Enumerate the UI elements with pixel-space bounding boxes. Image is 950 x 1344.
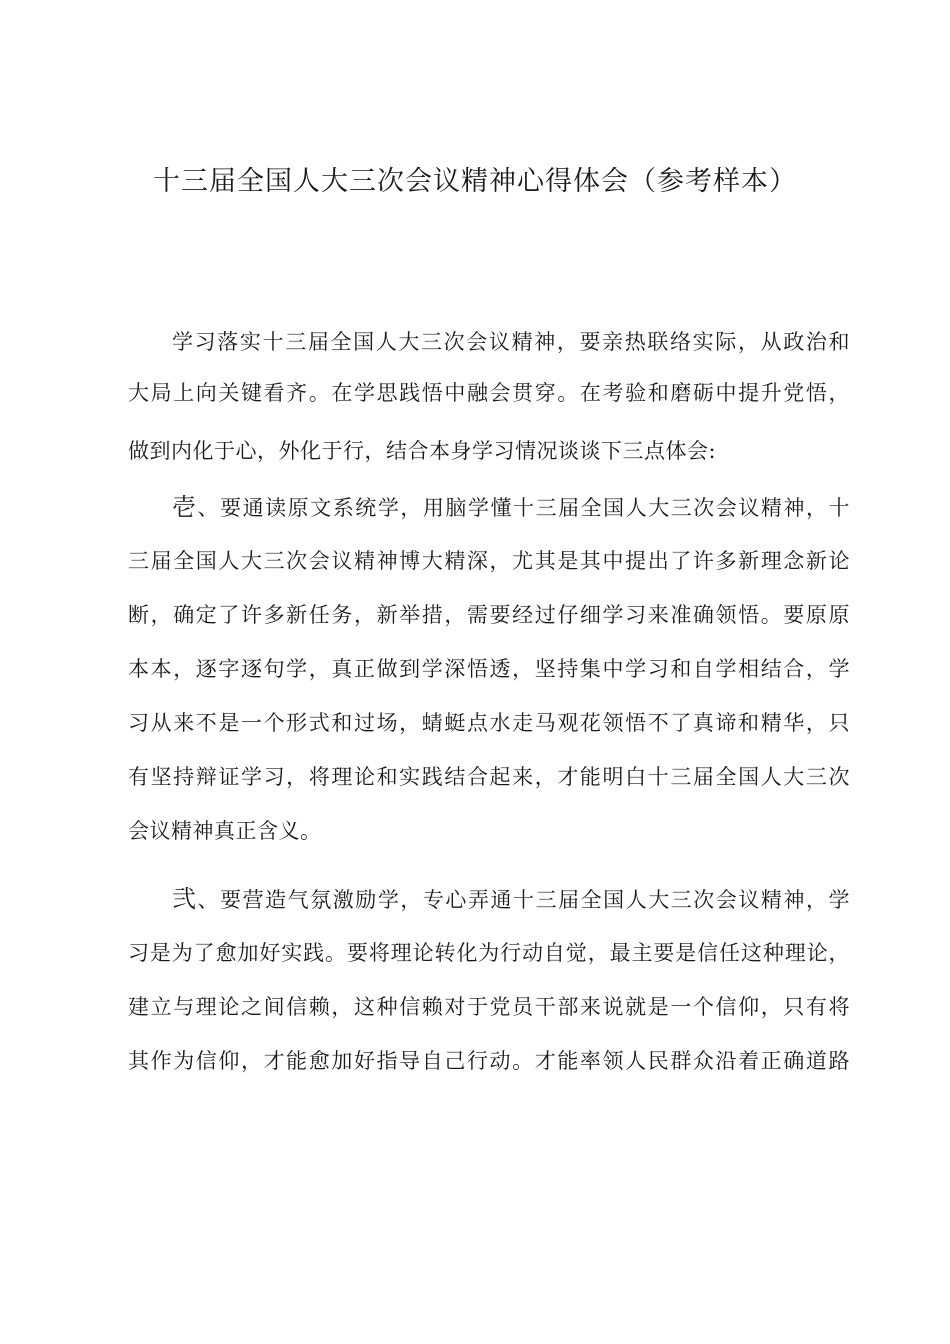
paragraph-line: 做到内化于心，外化于行，结合本身学习情况谈谈下三点体会: (128, 439, 717, 463)
paragraph-line-text: 、要营造气氛激励学，专心弄通十三届全国人大三次会议精神，学 (197, 888, 851, 912)
paragraph-line: 会议精神真正含义。 (128, 819, 322, 843)
paragraph-line: 建立与理论之间信赖，这种信赖对于党员干部来说就是一个信仰，只有将 (128, 995, 850, 1019)
point-numeral: 壱 (172, 493, 198, 521)
paragraph-line: 断，确定了许多新任务，新举措，需要经过仔细学习来准确领悟。要原原 (128, 603, 850, 627)
paragraph-first-line (128, 480, 850, 534)
point-numeral: 弐 (172, 885, 198, 913)
paragraph-line: 习是为了愈加好实践。要将理论转化为行动自觉，最主要是信任这种理论， (128, 941, 850, 965)
paragraph-line: 大局上向关键看齐。在学思践悟中融会贯穿。在考验和磨砺中提升党悟， (128, 381, 850, 405)
document-body (128, 320, 850, 1088)
paragraph-line: 有坚持辩证学习，将理论和实践结合起来，才能明白十三届全国人大三次 (128, 765, 850, 789)
paragraph-line: 学习落实十三届全国人大三次会议精神，要亲热联络实际，从政治和 (172, 330, 850, 354)
paragraph-line-text: 、要通读原文系统学，用脑学懂十三届全国人大三次会议精神，十 (197, 496, 851, 520)
paragraph-line: 其作为信仰，才能愈加好指导自己行动。才能率领人民群众沿着正确道路 (128, 1049, 850, 1073)
paragraph-line: 习从来不是一个形式和过场，蜻蜓点水走马观花领悟不了真谛和精华，只 (128, 711, 850, 735)
paragraph-line: 三届全国人大三次会议精神博大精深，尤其是其中提出了许多新理念新论 (128, 549, 850, 573)
paragraph-intro (128, 320, 850, 480)
paragraph-point-one (128, 480, 850, 858)
paragraph-line: 本本，逐字逐句学，真正做到学深悟透，坚持集中学习和自学相结合，学 (128, 657, 850, 681)
paragraph-first-line (128, 872, 850, 926)
document-title: 十三届全国人大三次会议精神心得体会（参考样本） (153, 166, 797, 197)
paragraph-point-two (128, 872, 850, 1088)
